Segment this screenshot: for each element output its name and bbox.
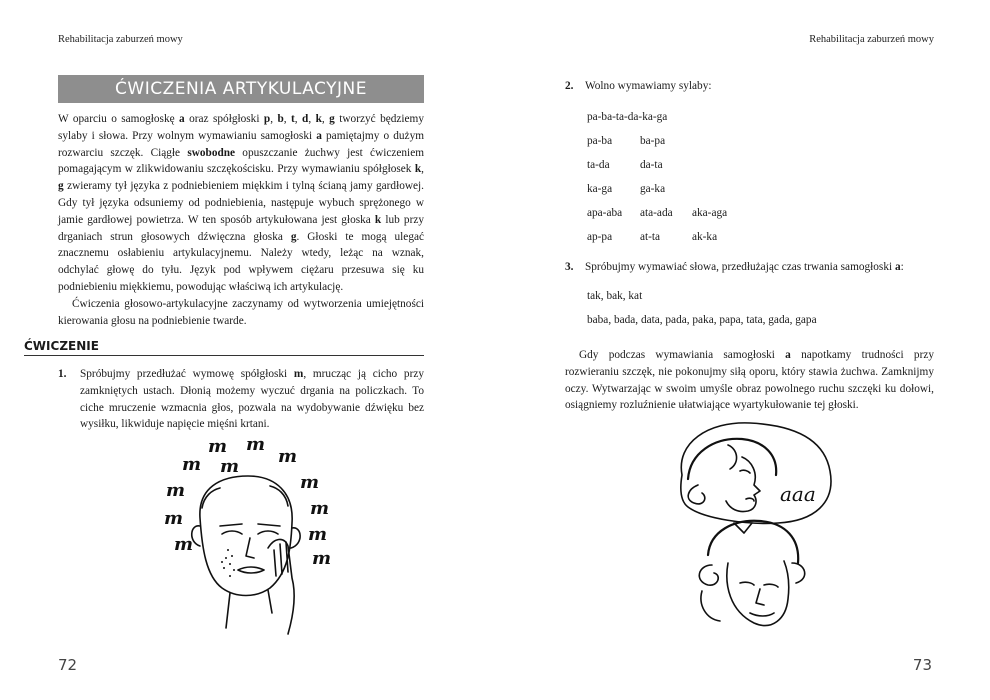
exercise-1 [58,366,424,433]
exercise-number: 2. [565,80,574,92]
syllable: ta-da [587,159,610,171]
exercise-number: 1. [58,368,67,380]
syllable-row: pa-ba-ta-da-ka-ga [587,111,668,123]
syllable: ka-ga [587,183,613,195]
section-heading: ĆWICZENIE [24,339,424,356]
chapter-title: ĆWICZENIA ARTYKULACYJNE [58,75,424,103]
syllable: apa-aba [587,207,623,219]
page-number: 73 [912,656,932,674]
m-letter: m [312,548,332,569]
syllable: at-ta [640,231,661,243]
syllable: pa-ba [587,135,613,147]
m-letter: m [308,524,328,545]
syllable: ata-ada [640,207,673,219]
intro-paragraph-1: W oparciu o samogłoskę a oraz spółgłoski p, b, t, d, k, g tworzyć będziemy sylaby i słowa. Przy wolnym wymawianiu samogłoski a pamiętajmy o dużym rozwarciu szczęk. Ciągłe swobodne opuszczanie żuchwy jest ćwiczeniem pomagającym w zlikwidowaniu szczękościsku. Przy wymawianiu spółgłosek k, g zwieramy tył języka z podniebieniem miękkim i tylną ścianą jamy gardłowej. Gdy tył języka odsuniemy od podniebienia, następuje wybuch sprężonego w jamie gardłowej powietrza. W ten sposób artykułowana jest głoska k lub przy drganiach strun głosowych dźwięczna głoska g. Głoski te mogą ulegać znacznemu osłabieniu artykulacyjnemu. Należy wtedy, leżąc na wznak, odchylać głowę do tyłu. Język pod wpływem ciężaru przesuwa się ku podniebieniu miękkiemu, powodując właściwą ich artykulację. [58,113,425,293]
word-list: tak, bak, kat [587,290,643,302]
word-list: baba, bada, data, pada, paka, papa, tata, gada, gapa [587,314,817,326]
exercise-3-text: Spróbujmy wymawiać słowa, przedłużając czas trwania samogłoski a: [585,261,904,273]
m-letter: m [220,456,240,477]
exercise-1-text: Spróbujmy przedłużać wymowę spółgłoski m, mrucząc ją cicho przy zamkniętych ustach. Dłonią możemy wyczuć drgania na policzkach. To ciche mruczenie wzmacnia głos, pozwala na wydobywanie dźwięku bez wysiłku, likwiduje napięcie mięśni krtani. [80,368,424,431]
women-faces-illustration [668,415,848,635]
m-letter: m [208,438,228,457]
m-letter: m [300,472,320,493]
exercise-2-text: Wolno wymawiamy sylaby: [585,80,712,92]
syllable: da-ta [640,159,663,171]
m-letter: m [174,534,194,555]
syllable: ak-ka [692,231,718,243]
syllable: aka-aga [692,207,728,219]
syllable: ga-ka [640,183,666,195]
m-letter: m [166,480,186,501]
m-letter: m [182,454,202,475]
humming-man-illustration [160,438,340,636]
m-letter: m [246,438,266,455]
exercise-number: 3. [565,261,574,273]
syllable: ba-pa [640,135,666,147]
running-header: Rehabilitacja zaburzeń mowy [58,34,183,45]
bubble-text: aaa [780,482,816,506]
running-header: Rehabilitacja zaburzeń mowy [809,34,934,45]
m-letter: m [310,498,330,519]
intro-text [58,111,424,329]
m-letter: m [278,446,298,467]
page-number: 72 [58,656,78,674]
syllable: ap-pa [587,231,613,243]
relaxation-paragraph: Gdy podczas wymawiania samogłoski a napotkamy trudności przy rozwieraniu szczęk, nie pokonujmy siłą oporu, który stawia żuchwa. Zamknijmy oczy. Wytwarzając w swoim umyśle obraz powolnego ruchu szczęki ku dołowi, osiągniemy rozluźnienie ułatwiające wyartykułowanie tej głoski. [565,349,934,412]
m-letter: m [164,508,184,529]
intro-paragraph-2: Ćwiczenia głosowo-artykulacyjne zaczynamy od wytworzenia umiejętności kierowania głosu na podniebienie twarde. [58,297,424,327]
